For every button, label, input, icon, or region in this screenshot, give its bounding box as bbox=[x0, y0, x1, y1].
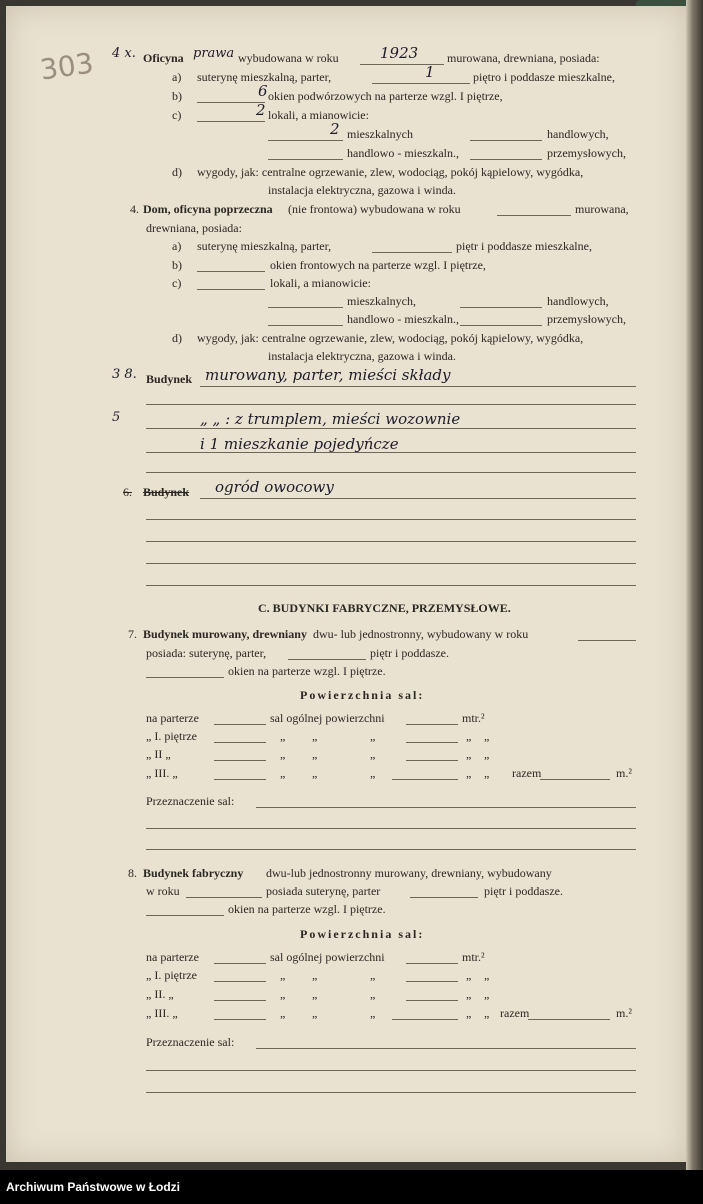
s8-razem: razem bbox=[500, 1006, 530, 1020]
s7-razem: razem bbox=[512, 766, 542, 780]
s7-row4-q1: „ bbox=[280, 766, 286, 780]
section-5-num: 3 8. bbox=[112, 367, 137, 382]
section-4-text-3: drewniana, posiada: bbox=[146, 221, 242, 235]
item-b-label: b) bbox=[172, 89, 182, 103]
oficyna-label: Oficyna bbox=[143, 51, 184, 65]
s8-row2-q2: „ bbox=[312, 968, 318, 982]
section-number-hw: 4 x. bbox=[112, 46, 136, 61]
s8-row3-q1: „ bbox=[280, 987, 286, 1001]
item-c-hm: handlowo - mieszkaln., bbox=[347, 146, 459, 160]
s7-row3-q1: „ bbox=[280, 747, 286, 761]
s7-row1-text: sal ogólnej powierzchni bbox=[270, 711, 385, 725]
s8-row2-label: „ I. piętrze bbox=[146, 968, 197, 982]
s8-row4-q1: „ bbox=[280, 1006, 286, 1020]
section-5b-num: 5 bbox=[112, 410, 121, 425]
s7-row4-q5: „ bbox=[484, 766, 490, 780]
page-edge bbox=[686, 0, 703, 1170]
s8-row4-q4: „ bbox=[466, 1006, 472, 1020]
item-b-windows: 6 bbox=[258, 82, 268, 100]
s8-row2-q1: „ bbox=[280, 968, 286, 982]
s8-row3-q5: „ bbox=[484, 987, 490, 1001]
section-7-text-2: posiada: suterynę, parter, bbox=[146, 646, 267, 660]
item4-d-label: d) bbox=[172, 331, 182, 345]
s7-row3-q4: „ bbox=[466, 747, 472, 761]
archive-credit: Archiwum Państwowe w Łodzi bbox=[6, 1180, 181, 1194]
s7-row2-label: „ I. piętrze bbox=[146, 729, 197, 743]
s7-row2-q5: „ bbox=[484, 729, 490, 743]
s8-row4-q2: „ bbox=[312, 1006, 318, 1020]
form-page bbox=[6, 6, 686, 1162]
item-b-text: okien podwórzowych na parterze wzgl. I piętrze, bbox=[268, 89, 503, 103]
item-c-mieszk-val: 2 bbox=[330, 120, 340, 138]
s7-row4-label: „ III. „ bbox=[146, 766, 178, 780]
section-5b-hw-1: „ „ : z trumplem, mieści wozownie bbox=[200, 410, 461, 428]
item-c-text: lokali, a mianowicie: bbox=[268, 108, 369, 122]
section-4-text-2: murowana, bbox=[575, 202, 629, 216]
s8-m2: m.² bbox=[616, 1006, 632, 1020]
s8-row1-text: sal ogólnej powierzchni bbox=[270, 950, 385, 964]
section-7-label: Budynek murowany, drewniany bbox=[143, 627, 307, 641]
item4-c-hm: handlowo - mieszkaln., bbox=[347, 312, 459, 326]
s8-row3-q4: „ bbox=[466, 987, 472, 1001]
section-4-text-1: (nie frontowa) wybudowana w roku bbox=[288, 202, 461, 216]
section-5-hw: murowany, parter, mieści składy bbox=[205, 366, 451, 384]
section-8-surface-heading: Powierzchnia sal: bbox=[300, 927, 425, 941]
section-7-text-4: okien na parterze wzgl. I piętrze. bbox=[228, 664, 386, 678]
item4-d-text-2: instalacja elektryczna, gazowa i winda. bbox=[268, 349, 456, 363]
s7-przeznaczenie: Przeznaczenie sal: bbox=[146, 794, 235, 808]
section-6-num: 6. bbox=[123, 485, 132, 499]
section-8-text-3: posiada suterynę, parter bbox=[266, 884, 381, 898]
section-c-heading: C. BUDYNKI FABRYCZNE, PRZEMYSŁOWE. bbox=[258, 601, 511, 615]
item4-a-text-2: piętr i poddasze mieszkalne, bbox=[456, 239, 592, 253]
s8-row1-label: na parterze bbox=[146, 950, 199, 964]
item-d-text: wygody, jak: centralne ogrzewanie, zlew, wodociąg, pokój kąpielowy, wygódka, bbox=[197, 165, 584, 179]
s8-row4-q3: „ bbox=[370, 1006, 376, 1020]
item4-c-przem: przemysłowych, bbox=[547, 312, 626, 326]
section-7-num: 7. bbox=[128, 627, 137, 641]
s7-row3-label: „ II „ bbox=[146, 747, 171, 761]
s7-row3-q2: „ bbox=[312, 747, 318, 761]
s7-row1-unit: mtr.² bbox=[462, 711, 485, 725]
item4-c-text: lokali, a mianowicie: bbox=[270, 276, 371, 290]
section-8-label: Budynek fabryczny bbox=[143, 866, 244, 880]
item4-b-label: b) bbox=[172, 258, 182, 272]
s8-row3-q3: „ bbox=[370, 987, 376, 1001]
section-7-text-3: piętr i poddasze. bbox=[370, 646, 449, 660]
item4-b-text: okien frontowych na parterze wzgl. I piętrze, bbox=[270, 258, 486, 272]
item-d-label: d) bbox=[172, 165, 182, 179]
s8-row2-q4: „ bbox=[466, 968, 472, 982]
oficyna-side-hw: prawa bbox=[193, 46, 235, 61]
item4-a-text: suterynę mieszkalną, parter, bbox=[197, 239, 332, 253]
s7-row2-q3: „ bbox=[370, 729, 376, 743]
oficyna-text-2: murowana, drewniana, posiada: bbox=[447, 51, 600, 65]
section-8-text-4: piętr i poddasze. bbox=[484, 884, 563, 898]
item-c-handl: handlowych, bbox=[547, 127, 609, 141]
s7-row4-q3: „ bbox=[370, 766, 376, 780]
item-c-mieszk: mieszkalnych bbox=[347, 127, 413, 141]
section-8-text-1: dwu-lub jednostronny murowany, drewniany, wybudowany bbox=[266, 866, 552, 880]
item4-d-text: wygody, jak: centralne ogrzewanie, zlew, wodociąg, pokój kąpielowy, wygódka, bbox=[197, 331, 584, 345]
s8-row4-label: „ III. „ bbox=[146, 1006, 178, 1020]
s7-row3-q5: „ bbox=[484, 747, 490, 761]
s8-row2-q3: „ bbox=[370, 968, 376, 982]
s8-row3-q2: „ bbox=[312, 987, 318, 1001]
section-6-hw: ogród owocowy bbox=[215, 478, 334, 496]
section-5b-hw-2: i 1 mieszkanie pojedyńcze bbox=[200, 435, 399, 453]
section-8-text-5: okien na parterze wzgl. I piętrze. bbox=[228, 902, 386, 916]
s7-row3-q3: „ bbox=[370, 747, 376, 761]
s8-row2-q5: „ bbox=[484, 968, 490, 982]
section-8-text-2: w roku bbox=[146, 884, 180, 898]
item-d-text-2: instalacja elektryczna, gazowa i winda. bbox=[268, 183, 456, 197]
s7-row2-q4: „ bbox=[466, 729, 472, 743]
s8-row4-q5: „ bbox=[484, 1006, 490, 1020]
section-6-label: Budynek bbox=[143, 485, 190, 499]
item4-a-label: a) bbox=[172, 239, 182, 253]
section-4-num: 4. bbox=[130, 202, 139, 216]
section-4-label: Dom, oficyna poprzeczna bbox=[143, 202, 273, 216]
s7-row4-q4: „ bbox=[466, 766, 472, 780]
item-a-label: a) bbox=[172, 70, 182, 84]
page-number-handwritten: 303 bbox=[37, 46, 96, 87]
item4-c-handl: handlowych, bbox=[547, 294, 609, 308]
oficyna-year: 1923 bbox=[380, 44, 419, 62]
section-7-text-1: dwu- lub jednostronny, wybudowany w roku bbox=[313, 627, 529, 641]
item-c-przem: przemysłowych, bbox=[547, 146, 626, 160]
s7-row2-q1: „ bbox=[280, 729, 286, 743]
s8-row3-label: „ II. „ bbox=[146, 987, 174, 1001]
section-7-surface-heading: Powierzchnia sal: bbox=[300, 688, 425, 702]
s7-row1-label: na parterze bbox=[146, 711, 199, 725]
item-c-lokale: 2 bbox=[256, 101, 266, 119]
item-a-text-2: piętro i poddasze mieszkalne, bbox=[473, 70, 615, 84]
oficyna-text-1: wybudowana w roku bbox=[238, 51, 339, 65]
section-8-num: 8. bbox=[128, 866, 137, 880]
s7-row4-q2: „ bbox=[312, 766, 318, 780]
s7-m2: m.² bbox=[616, 766, 632, 780]
item-c-label: c) bbox=[172, 108, 182, 122]
item-a-floors: 1 bbox=[425, 63, 435, 81]
item4-c-mieszk: mieszkalnych, bbox=[347, 294, 416, 308]
section-5-label: Budynek bbox=[146, 372, 193, 386]
item4-c-label: c) bbox=[172, 276, 182, 290]
s8-przeznaczenie: Przeznaczenie sal: bbox=[146, 1035, 235, 1049]
s7-row2-q2: „ bbox=[312, 729, 318, 743]
s8-row1-unit: mtr.² bbox=[462, 950, 485, 964]
item-a-text: suterynę mieszkalną, parter, bbox=[197, 70, 332, 84]
